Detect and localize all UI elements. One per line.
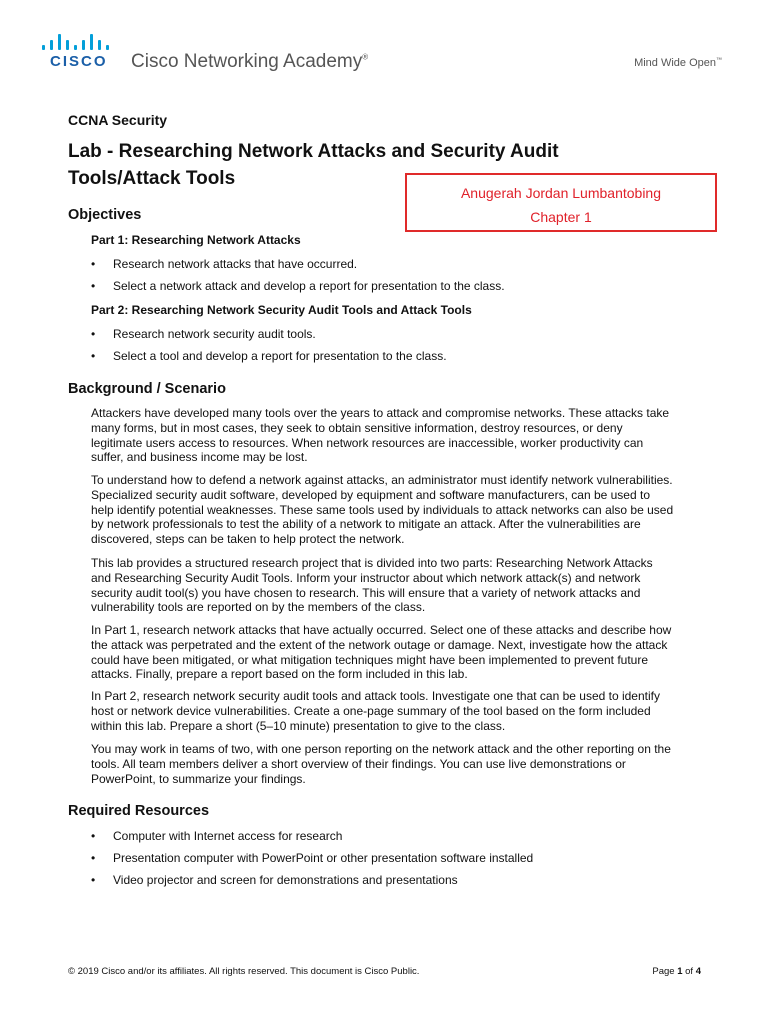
part2-label: Part 2: Researching Network Security Audit Tools and Attack Tools	[91, 303, 472, 317]
cisco-wordmark: CISCO	[50, 53, 108, 70]
paragraph: To understand how to defend a network against attacks, an administrator must identify network vulnerabilities. Specialized security audit software, developed by equipment and software manufacturers, can be used to help identify potential weaknesses. These same tools used by individuals to attack networks can also be used by network professionals to test the ability of a network to mitigate an attack. After the vulnerabilities are discovered, steps can be taken to help protect the network.	[91, 473, 674, 547]
part1-label: Part 1: Researching Network Attacks	[91, 233, 301, 247]
chapter-label: Chapter 1	[530, 209, 592, 225]
background-heading: Background / Scenario	[68, 381, 226, 397]
page-title: Lab - Researching Network Attacks and Security Audit Tools/Attack Tools	[68, 141, 559, 189]
student-name: Anugerah Jordan Lumbantobing	[460, 185, 662, 201]
page-number: Page 1 of 4	[652, 966, 701, 977]
paragraph: Attackers have developed many tools over the years to attack and compromise networks. These attacks take many forms, but in most cases, they seek to obtain sensitive information, destroy resources, or deny legitimate users access to resources. When network resources are inaccessible, worker productivity can suffer, and business income may be lost.	[91, 406, 670, 465]
paragraph: You may work in teams of two, with one person reporting on the network attack and the other reporting on the tools. All team members deliver a short overview of their findings. You can use live demonstrations or PowerPoint, to summarize your findings.	[91, 742, 671, 786]
objectives-heading: Objectives	[68, 207, 142, 223]
student-name-box	[405, 173, 717, 232]
paragraph: This lab provides a structured research project that is divided into two parts: Researching Network Attacks and Researching Security Audit Tools. Inform your instructor about which network attack(s) and network security audit tool(s) you have chosen to research. This will ensure that a variety of network attacks and vulnerability tools are reported on by the members of the class.	[91, 556, 653, 615]
cisco-logo-icon	[42, 30, 112, 50]
copyright-footer: © 2019 Cisco and/or its affiliates. All rights reserved. This document is Cisco Public.	[68, 966, 420, 977]
tagline: Mind Wide Open™	[634, 57, 722, 69]
paragraph: In Part 1, research network attacks that have actually occurred. Select one of these attacks and describe how the attack was perpetrated and the extent of the network outage or damage. Next, investigate how the attack could have been mitigated, or what mitigation techniques might have been implemented to prevent future attacks. Finally, prepare a report based on the form included in this lab.	[91, 623, 672, 682]
resources-heading: Required Resources	[68, 803, 210, 819]
academy-name: Cisco Networking Academy®	[131, 51, 369, 72]
header	[0, 0, 768, 90]
paragraph: In Part 2, research network security audit tools and attack tools. Investigate one that can be used to identify host or network device vulnerabilities. Create a one-page summary of the tool based on the form included within this lab. Prepare a short (5–10 minute) presentation to give to the class.	[91, 689, 660, 733]
course-name: CCNA Security	[68, 112, 168, 128]
